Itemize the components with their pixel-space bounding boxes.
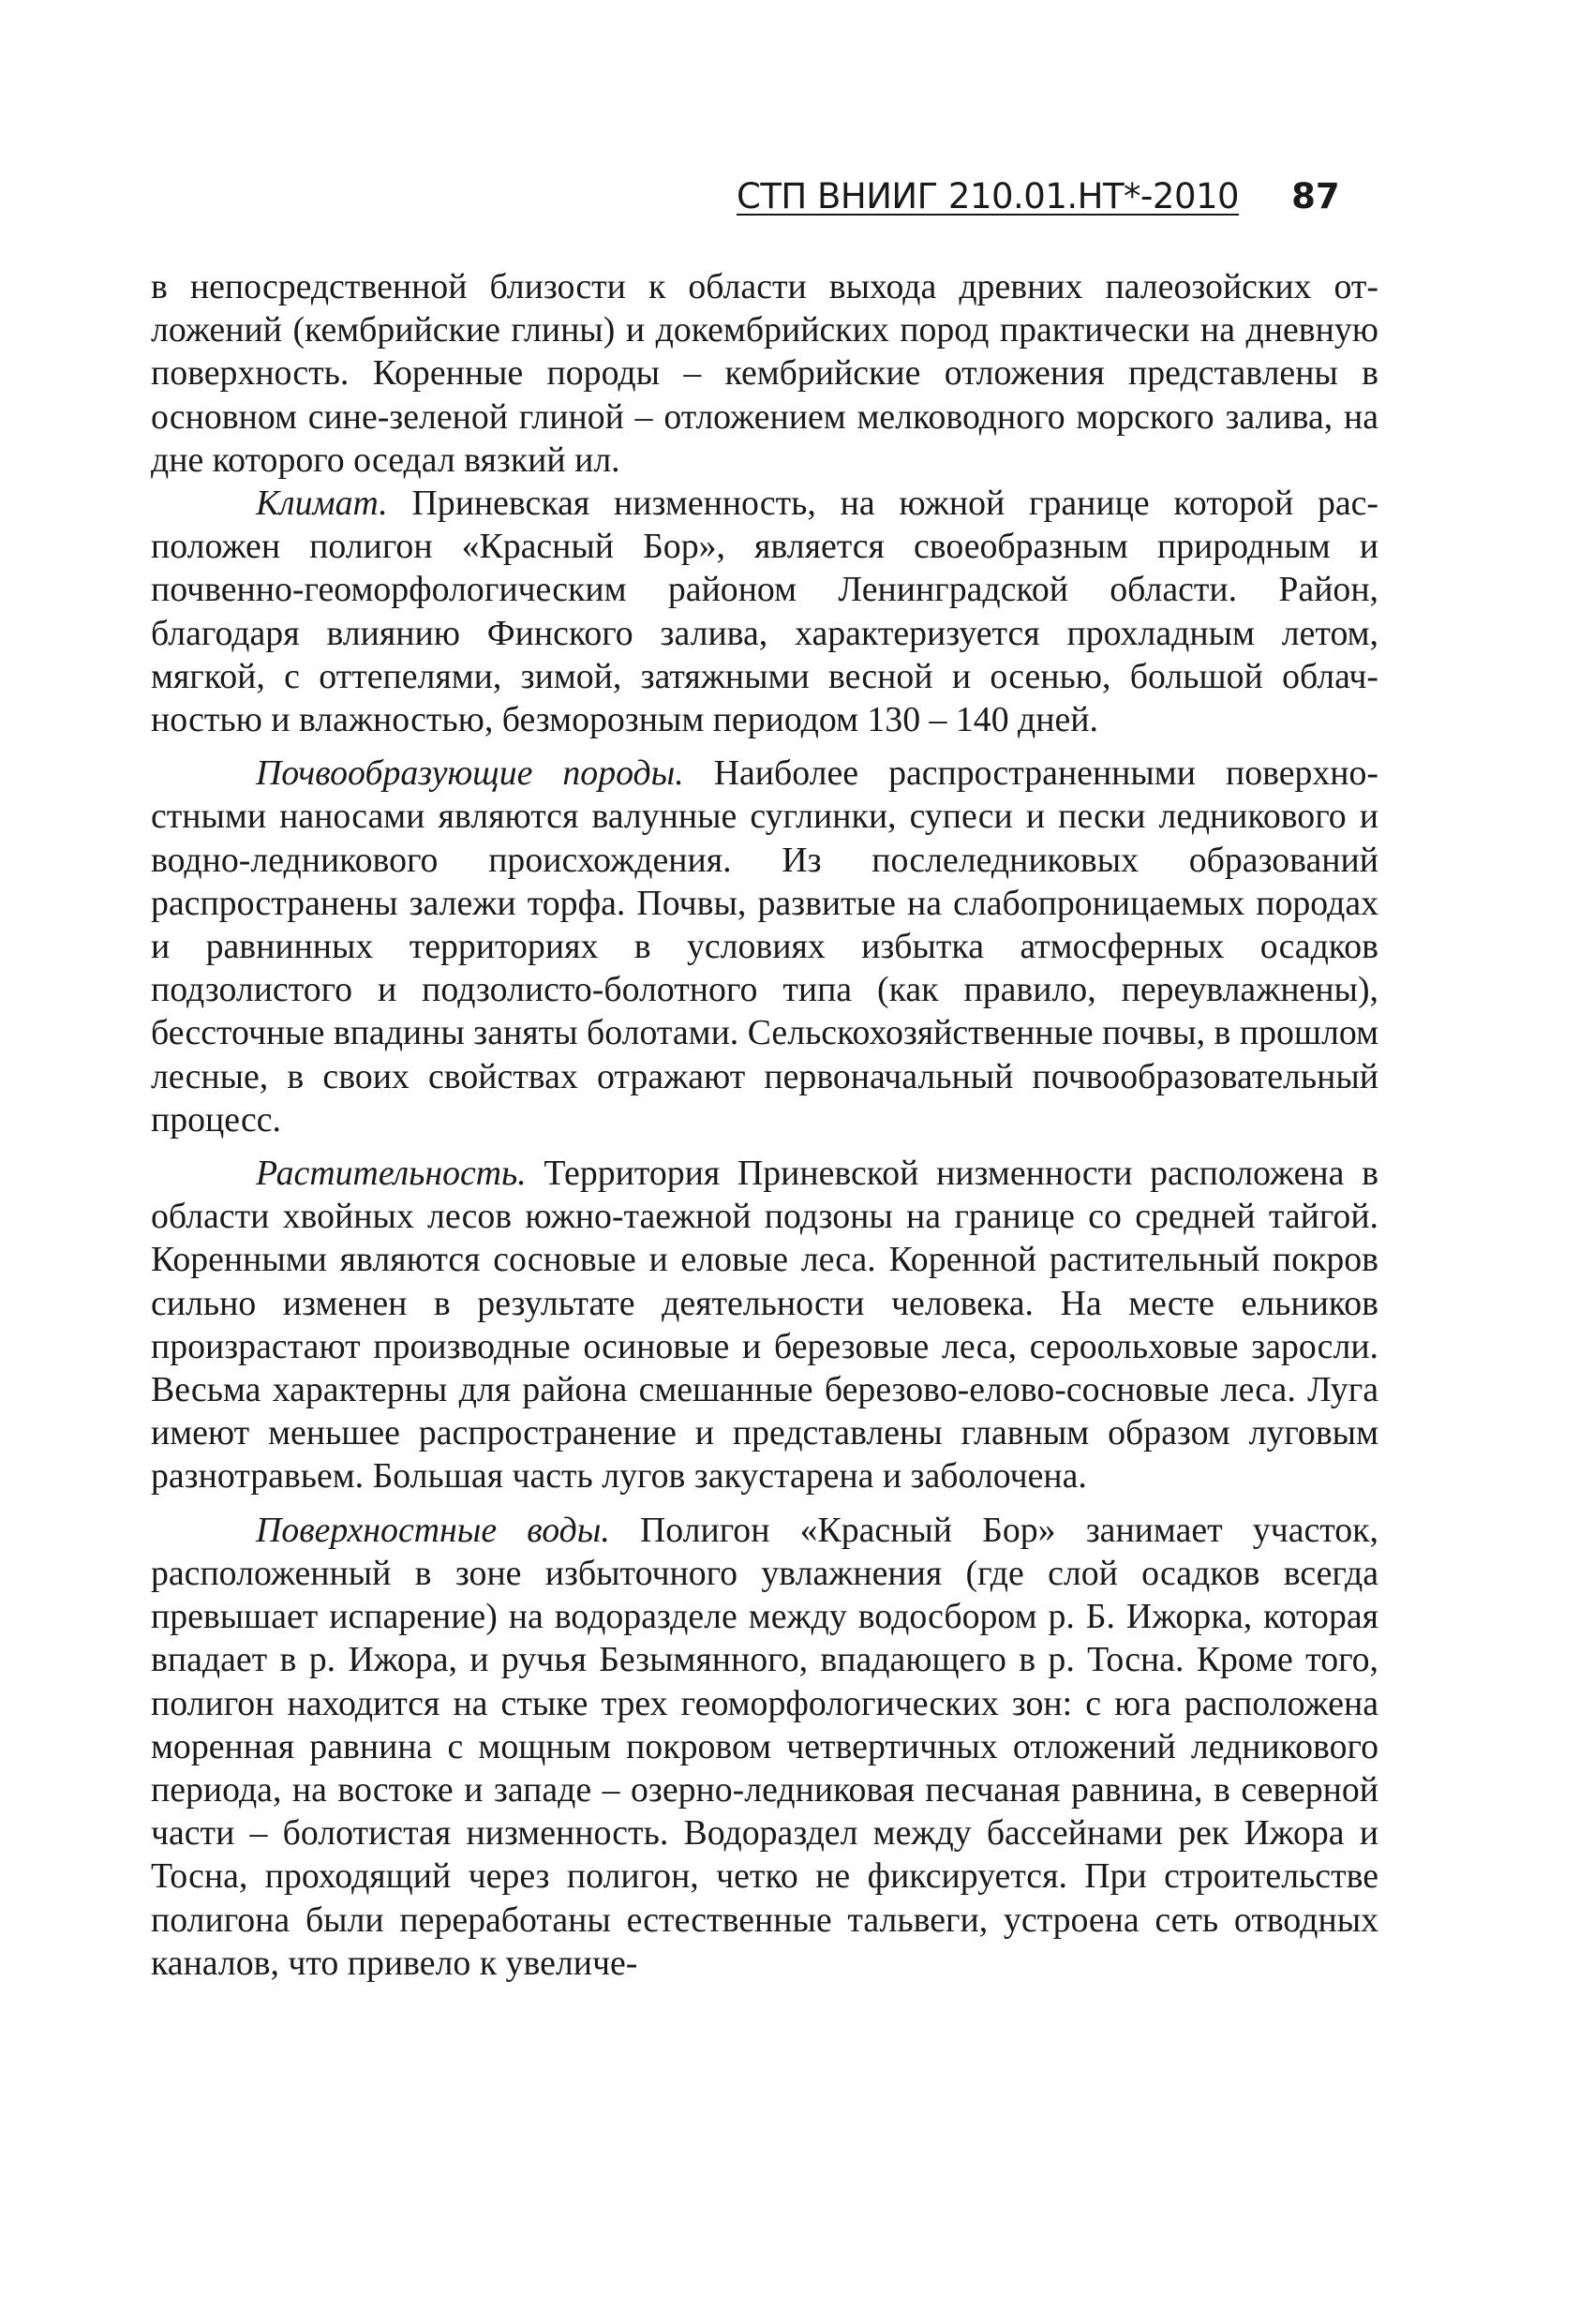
paragraph-continuation bbox=[151, 265, 1378, 482]
page-header bbox=[737, 161, 1393, 217]
paragraph-text: Территория Приневской низменности расположена в области хвойных лесов южно-таежной подзоны на границе со средней тайгой. Коренными являются сосновые и еловые леса. Коренной растительный покров сильно изменен в результате деятельности человека. На месте ельников произрастают производные осиновые и березовые леса, сероольховые заросли. Весьма характерны для района смешанные березово-елово-сосновые леса. Луга имеют меньшее распространение и представлены главным образом луговым разнотравьем. Большая часть лугов закустарена и заболочена. bbox=[151, 1154, 1378, 1497]
paragraph-heading: Растительность. bbox=[256, 1154, 527, 1194]
paragraph-heading: Почвообразующие породы. bbox=[256, 753, 684, 794]
body-text bbox=[151, 265, 1378, 1985]
paragraph-climate bbox=[151, 482, 1378, 741]
paragraph-text: Наиболее распространенными поверхностными наносами являются валунные суглинки, супеси и пески ледникового и водно-ледникового происхождения. Из послеледниковых образований распространены залежи торфа. Почвы, развитые на слабопроницаемых породах и равнинных территориях в условиях избытка атмосферных осадков подзолистого и подзолисто-болотного типа (как правило, переувлажнены), бессточные впадины заняты болотами. Сельскохозяйственные почвы, в прошлом лесные, в своих свойствах отражают первоначальный почвообразовательный процесс. bbox=[151, 753, 1379, 1140]
paragraph-text: в непосредственной близости к области выхода древних палеозойских отложений (кембрийские глины) и докембрийских пород практически на дневную поверхность. Коренные породы – кембрийские отложения представлены в основном сине-зеленой глиной – отложением мелководного морского залива, на дне которого оседал вязкий ил. bbox=[151, 267, 1378, 480]
page-number: 87 bbox=[1291, 176, 1340, 216]
paragraph-text: Полигон «Красный Бор» занимает участок, расположенный в зоне избыточного увлажнения (где слой осадков всегда превышает испарение) на водоразделе между водосбором р. Б. Ижорка, которая впадает в р. Ижора, и ручья Безымянного, впадающего в р. Тосна. Кроме того, полигон находится на стыке трех геоморфологических зон: с юга расположена моренная равнина с мощным покровом четвертичных отложений ледникового периода, на востоке и западе – озерно-ледниковая песчаная равнина, в северной части – болотистая низменность. Водораздел между бассейнами рек Ижора и Тосна, проходящий через полигон, четко не фиксируется. При строительстве полигона были переработаны естественные тальвеги, устроена сеть отводных каналов, что привело к увеличе- bbox=[151, 1510, 1378, 1983]
paragraph-vegetation bbox=[151, 1152, 1378, 1498]
paragraph-surface-water bbox=[151, 1509, 1378, 1985]
document-code: СТП ВНИИГ 210.01.НТ*-2010 bbox=[737, 176, 1240, 216]
paragraph-parent-rocks bbox=[151, 752, 1378, 1141]
paragraph-text: Приневская низменность, на южной границе которой расположен полигон «Красный Бор», является своеобразным природным и почвенно-геоморфологическим районом Ленинградской области. Район, благодаря влиянию Финского залива, характеризуется прохладным летом, мягкой, с оттепелями, зимой, затяжными весной и осенью, большой облачностью и влажностью, безморозным периодом 130 – 140 дней. bbox=[151, 484, 1378, 740]
paragraph-heading: Поверхностные воды. bbox=[256, 1510, 610, 1550]
paragraph-heading: Климат. bbox=[256, 484, 388, 524]
